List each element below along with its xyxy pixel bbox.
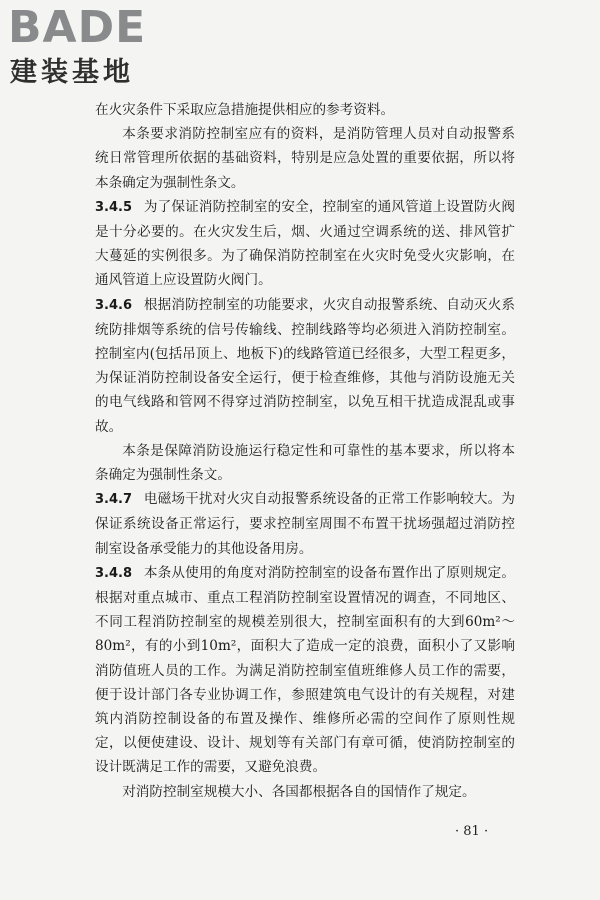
logo-subtitle: 建装基地 [10,57,134,88]
page-number: · 81 · [455,824,489,839]
clause-number: 3.4.5 [95,199,133,215]
paragraph-text: 为了保证消防控制室的安全，控制室的通风管道上设置防火阀是十分必要的。在火灾发生后，烟、火通过空调系统的送、排风管扩大蔓延的实例很多。为了确保消防控制室在火灾时免受火灾影响，在通风管道上应设置防火阀门。 [95,198,515,289]
clause-3-4-6 [95,293,515,439]
clause-number: 3.4.7 [95,492,133,508]
paragraph-text: 本条是保障消防设施运行稳定性和可靠性的基本要求，所以将本条确定为强制性条文。 [95,442,515,484]
logo-brand-text: BADE [8,2,147,53]
paragraph-mandatory-note [95,122,515,195]
clause-3-4-7 [95,487,515,561]
clause-3-4-8 [95,561,515,780]
bade-logo [8,4,178,96]
paragraph-text: 根据消防控制室的功能要求，火灾自动报警系统、自动灭火系统防排烟等系统的信号传输线、控制线路等均必须进入消防控制室。控制室内(包括吊顶上、地板下)的线路管道已经很多，大型工程更多，为保证消防控制设备安全运行，便于检查维修，其他与消防设施无关的电气线路和管网不得穿过消防控制室，以免互相干扰造成混乱或事故。 [95,296,515,435]
paragraph-text: 本条要求消防控制室应有的资料，是消防管理人员对自动报警系统日常管理所依据的基础资料，特别是应急处置的重要依据，所以将本条确定为强制性条文。 [95,126,515,191]
clause-number: 3.4.6 [95,297,133,313]
paragraph-text: 在火灾条件下采取应急措施提供相应的参考资料。 [95,102,395,118]
paragraph-text: 电磁场干扰对火灾自动报警系统设备的正常工作影响较大。为保证系统设备正常运行，要求控制室周围不布置干扰场强超过消防控制室设备承受能力的其他设备用房。 [95,491,515,557]
clause-number: 3.4.8 [95,565,133,581]
paragraph-mandatory-note [95,439,515,487]
paragraph-text: 对消防控制室规模大小、各国都根据各自的国情作了规定。 [122,783,476,800]
clause-3-4-5 [95,195,515,293]
paragraph-continuation [95,98,515,122]
document-body [95,98,515,804]
paragraph-text: 本条从使用的角度对消防控制室的设备布置作出了原则规定。根据对重点城市、重点工程消防控制室设置情况的调查，不同地区、不同工程消防控制室的规模差别很大，控制室面积有的大到60m²～80m²，有的小到10m²，面积大了造成一定的浪费，面积小了又影响消防值班人员的工作。为满足消防控制室值班维修人员工作的需要，便于设计部门各专业协调工作，参照建筑电气设计的有关规程，对建筑内消防控制设备的布置及操作、维修所必需的空间作了原则性规定，以便使建设、设计、规划等有关部门有章可循，使消防控制室的设计既满足工作的需要，又避免浪费。 [95,564,515,776]
paragraph-closing [95,780,515,804]
